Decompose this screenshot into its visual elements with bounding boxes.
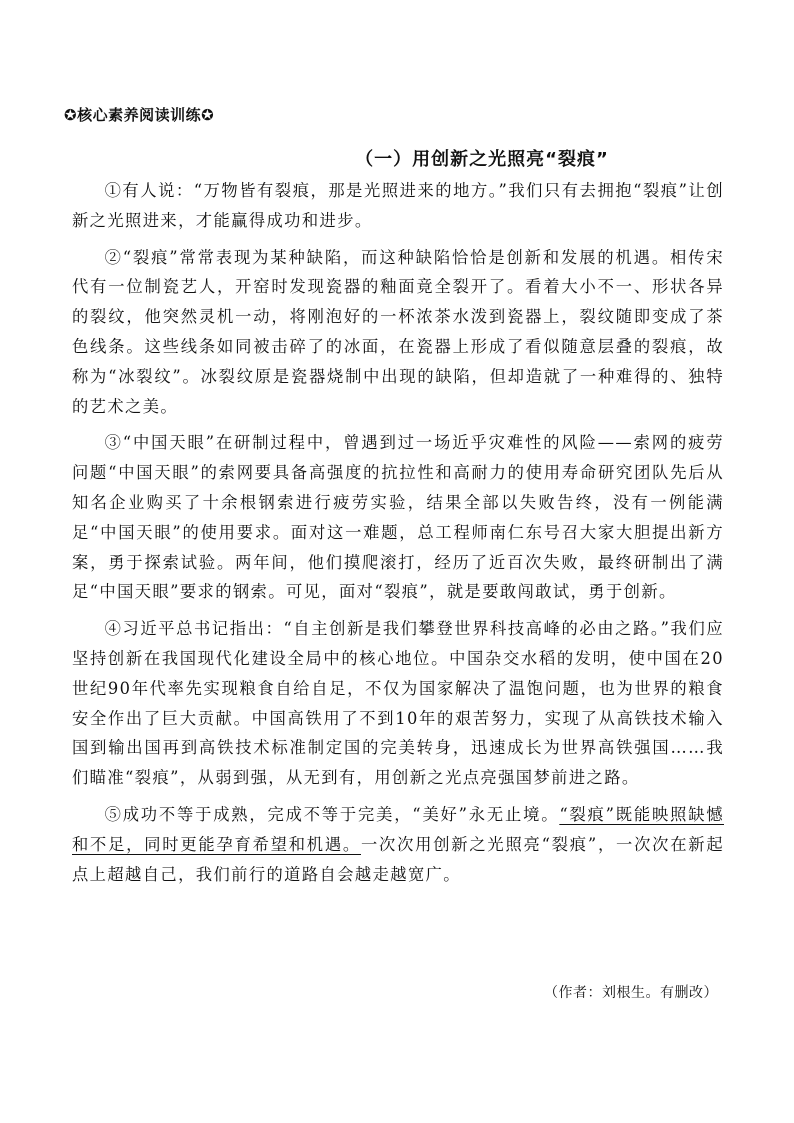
section-heading: ✪核心素养阅读训练✪ bbox=[64, 106, 215, 124]
paragraph-2: ②“裂痕”常常表现为某种缺陷，而这种缺陷恰恰是创新和发展的机遇。相传宋代有一位制瓷艺人，开窑时发现瓷器的釉面竟全裂开了。看着大小不一、形状各异的裂纹，他突然灵机一动，将刚泡好的一杯浓茶水泼到瓷器上，裂纹随即变成了茶色线条。这些线条如同被击碎了的冰面，在瓷器上形成了看似随意层叠的裂痕，故称为“冰裂纹”。冰裂纹原是瓷器烧制中出现的缺陷，但却造就了一种难得的、独特的艺术之美。 bbox=[72, 247, 724, 416]
article-title: （一）用创新之光照亮“裂痕” bbox=[355, 149, 609, 170]
paragraph-5-tail: 一次次用创新之光照亮“裂痕”，一次次在新起点上超越自己，我们前行的道路自会越走越宽广。 bbox=[72, 834, 724, 884]
paragraph-1: ①有人说：“万物皆有裂痕，那是光照进来的地方。”我们只有去拥抱“裂痕”让创新之光照进来，才能赢得成功和进步。 bbox=[72, 181, 724, 230]
paragraph-3: ③“中国天眼”在研制过程中，曾遇到过一场近乎灾难性的风险——索网的疲劳问题“中国天眼”的索网要具备高强度的抗拉性和高耐力的使用寿命研究团队先后从知名企业购买了十余根钢索进行疲劳实验，结果全部以失败告终，没有一例能满足“中国天眼”的使用要求。面对这一难题，总工程师南仁东号召大家大胆提出新方案，勇于探索试验。两年间，他们摸爬滚打，经历了近百次失败，最终研制出了满足“中国天眼”要求的钢索。可见，面对“裂痕”，就是要敢闯敢试，勇于创新。 bbox=[72, 433, 724, 602]
underlined-sentence: “裂痕”既能映照缺憾和不足，同时更能孕育希望和机遇。 bbox=[72, 804, 724, 854]
paragraph-5 bbox=[72, 800, 724, 889]
paragraph-5-lead: ⑤成功不等于成熟，完成不等于完美，“美好”永无止境。 bbox=[104, 804, 560, 824]
paragraph-4: ④习近平总书记指出：“自主创新是我们攀登世界科技高峰的必由之路。”我们应坚持创新在我国现代化建设全局中的核心地位。中国杂交水稻的发明，使中国在20世纪90年代率先实现粮食自给自足，不仅为国家解决了温饱问题，也为世界的粮食安全作出了巨大贡献。中国高铁用了不到10年的艰苦努力，实现了从高铁技术输入国到输出国再到高铁技术标准制定国的完美转身，迅速成长为世界高铁强国……我们瞄准“裂痕”，从弱到强，从无到有，用创新之光点亮强国梦前进之路。 bbox=[72, 619, 724, 788]
article-body bbox=[72, 176, 724, 896]
attribution: （作者：刘根生。有删改） bbox=[544, 985, 718, 1001]
